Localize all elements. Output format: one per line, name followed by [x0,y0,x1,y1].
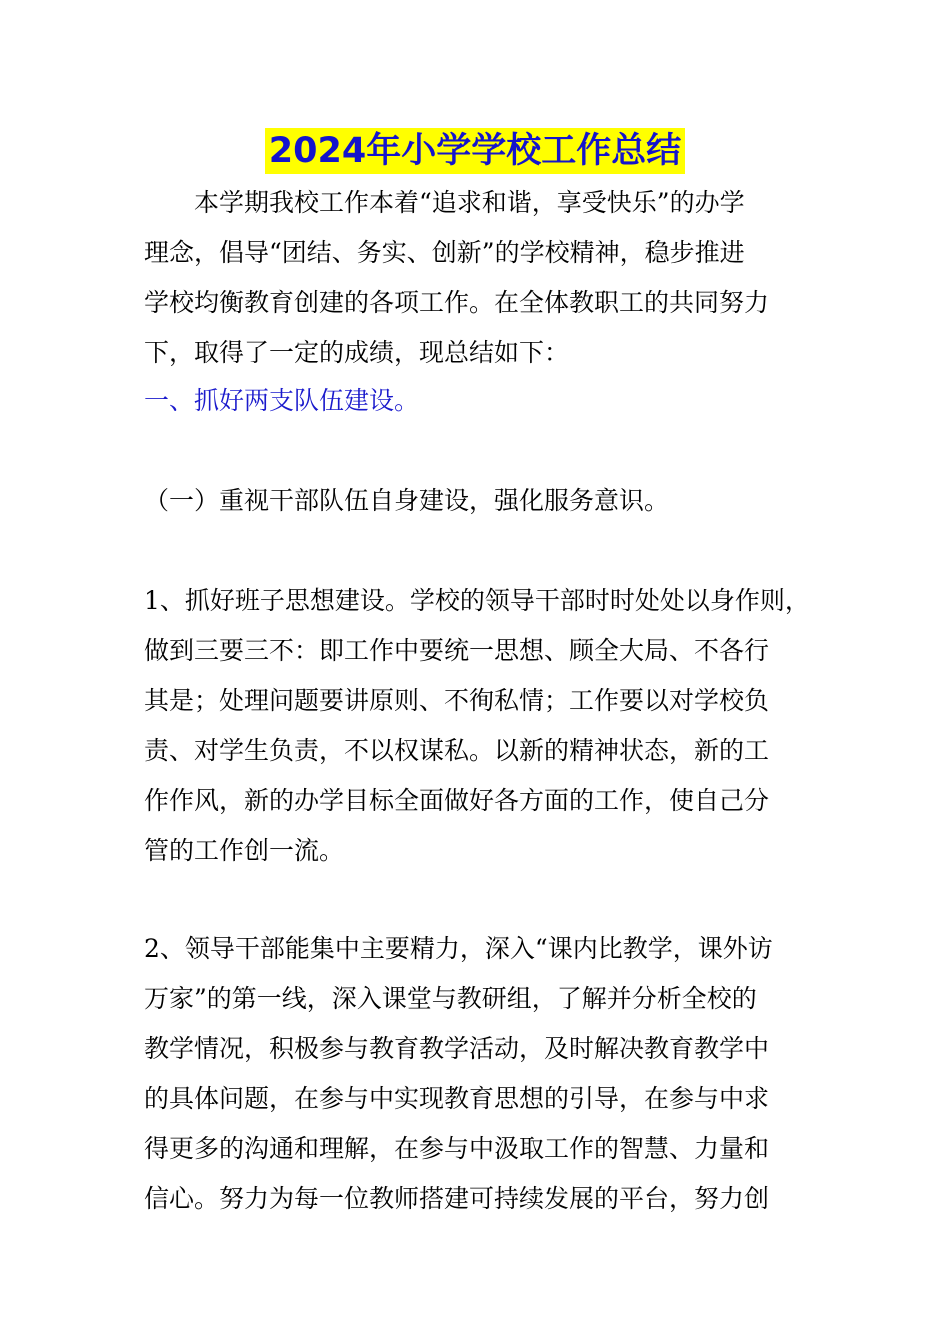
paragraph-line: 信心。努力为每一位教师搭建可持续发展的平台，努力创 [144,1184,770,1213]
intro-line: 理念，倡导“团结、务实、创新”的学校精神，稳步推进 [144,238,745,267]
paragraph-line: 的具体问题，在参与中实现教育思想的引导，在参与中求 [144,1084,770,1113]
paragraph-line: 责、对学生负责，不以权谋私。以新的精神状态，新的工 [144,736,770,765]
paragraph-2 [144,924,773,1224]
paragraph-line: 万家”的第一线，深入课堂与教研组，了解并分析全校的 [144,984,757,1013]
paragraph-line: 1、抓好班子思想建设。学校的领导干部时时处处以身作则， [144,586,810,615]
intro-paragraph [144,178,769,378]
section-heading: 一、抓好两支队伍建设。 [144,386,420,415]
document-title: 2024年小学学校工作总结 [265,128,685,174]
subsection-heading: （一）重视干部队伍自身建设，强化服务意识。 [144,486,670,515]
paragraph-line: 其是；处理问题要讲原则、不徇私情；工作要以对学校负 [144,686,770,715]
paragraph-line: 做到三要三不：即工作中要统一思想、顾全大局、不各行 [144,636,770,665]
intro-line: 本学期我校工作本着“追求和谐，享受快乐”的办学 [194,188,745,217]
paragraph-1 [144,576,810,876]
paragraph-line: 教学情况，积极参与教育教学活动，及时解决教育教学中 [144,1034,770,1063]
title-container [0,128,950,174]
paragraph-line: 2、领导干部能集中主要精力，深入“课内比教学，课外访 [144,934,773,963]
intro-line: 学校均衡教育创建的各项工作。在全体教职工的共同努力 [144,288,770,317]
intro-line: 下，取得了一定的成绩，现总结如下： [144,338,570,367]
paragraph-line: 管的工作创一流。 [144,836,345,865]
paragraph-line: 作作风，新的办学目标全面做好各方面的工作，使自己分 [144,786,770,815]
paragraph-line: 得更多的沟通和理解，在参与中汲取工作的智慧、力量和 [144,1134,770,1163]
